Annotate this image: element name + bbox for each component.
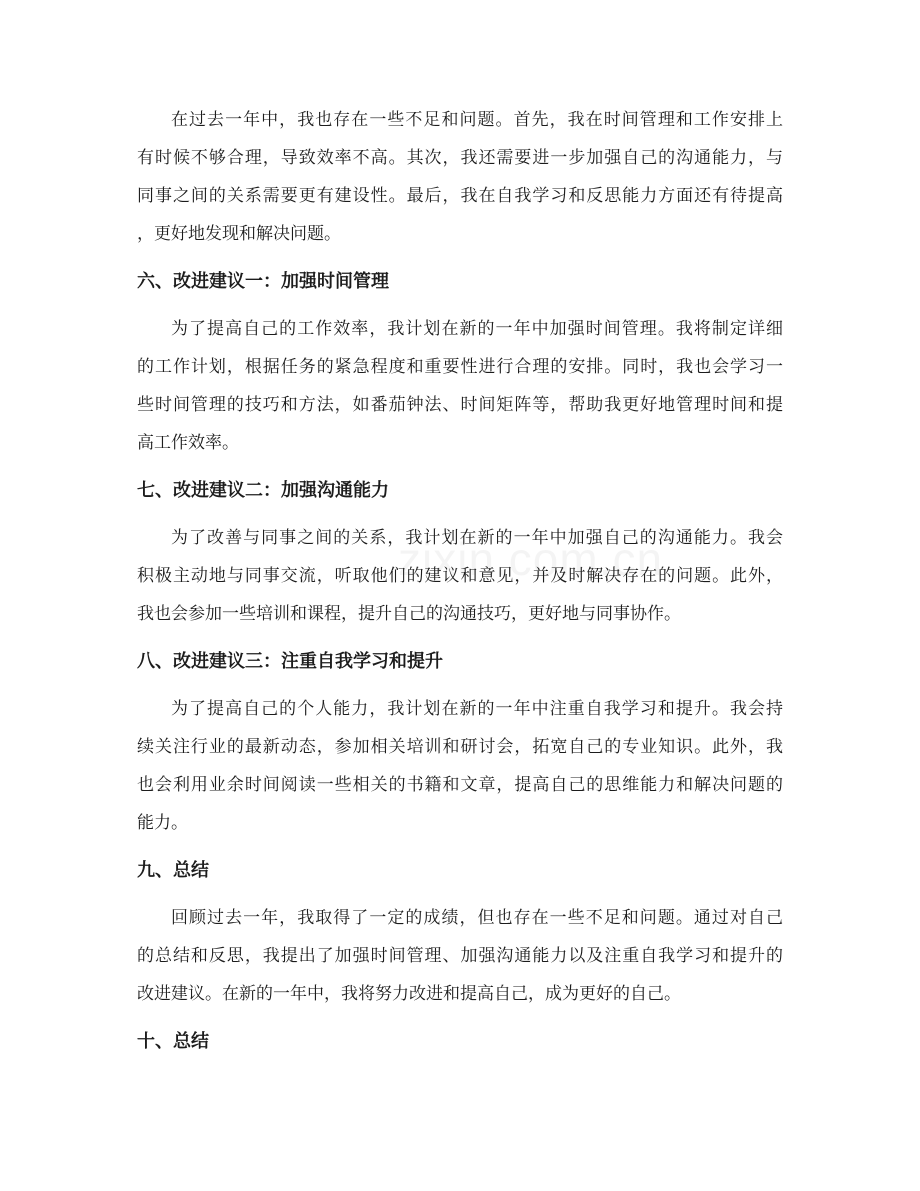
paragraph-line: 在过去一年中，我也存在一些不足和问题。首先，我在时间管理和工作安排上 (171, 110, 783, 130)
paragraph-line: 我也会参加一些培训和课程，提升自己的沟通技巧，更好地与同事协作。 (137, 604, 681, 624)
paragraph-line: 的工作计划，根据任务的紧急程度和重要性进行合理的安排。同时，我也会学习一 (137, 357, 783, 377)
paragraph-line: 同事之间的关系需要更有建设性。最后，我在自我学习和反思能力方面还有待提高 (137, 186, 783, 206)
paragraph-line: 改进建议。在新的一年中，我将努力改进和提高自己，成为更好的自己。 (137, 984, 681, 1004)
paragraph-line: 回顾过去一年，我取得了一定的成绩，但也存在一些不足和问题。通过对自己 (171, 908, 783, 928)
paragraph-line: 也会利用业余时间阅读一些相关的书籍和文章，提高自己的思维能力和解决问题的 (137, 775, 783, 795)
paragraph-line: 续关注行业的最新动态，参加相关培训和研讨会，拓宽自己的专业知识。此外，我 (137, 737, 783, 757)
paragraph-line: 能力。 (137, 813, 188, 833)
section-heading-10: 十、总结 (137, 1031, 209, 1052)
section-paragraph-6 (137, 310, 783, 462)
paragraph-line: 些时间管理的技巧和方法，如番茄钟法、时间矩阵等，帮助我更好地管理时间和提 (137, 395, 783, 415)
paragraph-line: 高工作效率。 (137, 433, 239, 453)
paragraph-line: 为了改善与同事之间的关系，我计划在新的一年中加强自己的沟通能力。我会 (171, 528, 783, 548)
section-heading-6: 六、改进建议一：加强时间管理 (137, 271, 389, 292)
paragraph-line: 有时候不够合理，导致效率不高。其次，我还需要进一步加强自己的沟通能力，与 (137, 148, 783, 168)
paragraph-line: 积极主动地与同事交流，听取他们的建议和意见，并及时解决存在的问题。此外， (137, 566, 783, 586)
paragraph-line: ，更好地发现和解决问题。 (137, 224, 341, 244)
intro-paragraph (137, 101, 783, 253)
section-heading-8: 八、改进建议三：注重自我学习和提升 (137, 651, 443, 672)
section-paragraph-8 (137, 690, 783, 842)
section-heading-9: 九、总结 (137, 860, 209, 881)
section-heading-7: 七、改进建议二：加强沟通能力 (137, 480, 389, 501)
paragraph-line: 的总结和反思，我提出了加强时间管理、加强沟通能力以及注重自我学习和提升的 (137, 946, 783, 966)
document-page (137, 101, 783, 1070)
section-paragraph-9 (137, 899, 783, 1013)
paragraph-line: 为了提高自己的工作效率，我计划在新的一年中加强时间管理。我将制定详细 (171, 319, 783, 339)
section-paragraph-7 (137, 519, 783, 633)
paragraph-line: 为了提高自己的个人能力，我计划在新的一年中注重自我学习和提升。我会持 (171, 699, 783, 719)
